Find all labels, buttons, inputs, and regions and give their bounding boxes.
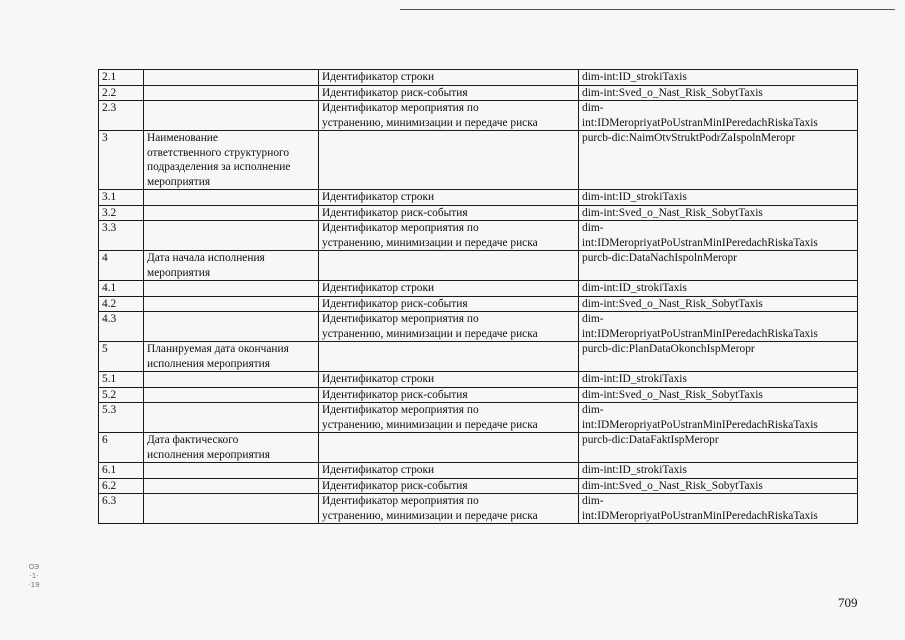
row-number-cell: 3.2 [99, 205, 144, 221]
row-description-cell: Идентификатор строки [319, 372, 579, 388]
row-name-cell [144, 190, 319, 206]
row-code-cell: dim-int:Sved_o_Nast_Risk_SobytTaxis [579, 478, 858, 494]
row-name-cell [144, 221, 319, 251]
row-code-cell: purcb-dic:PlanDataOkonchIspMeropr [579, 342, 858, 372]
row-name-cell [144, 281, 319, 297]
table-row [99, 312, 858, 342]
row-code-cell: dim-int:Sved_o_Nast_Risk_SobytTaxis [579, 205, 858, 221]
row-code-cell: dim-int:ID_strokiTaxis [579, 463, 858, 479]
row-code-cell: dim-int:ID_strokiTaxis [579, 372, 858, 388]
row-code-cell: dim- int:IDMeropriyatPoUstranMinIPeredachRiskaTaxis [579, 312, 858, 342]
page-number: 709 [838, 595, 858, 610]
table-row [99, 494, 858, 524]
row-code-cell: dim- int:IDMeropriyatPoUstranMinIPeredachRiskaTaxis [579, 221, 858, 251]
row-description-cell: Идентификатор риск-события [319, 85, 579, 101]
row-number-cell: 5.1 [99, 372, 144, 388]
row-code-cell: dim- int:IDMeropriyatPoUstranMinIPeredachRiskaTaxis [579, 101, 858, 131]
row-description-cell: Идентификатор мероприятия по устранению, минимизации и передаче риска [319, 403, 579, 433]
row-name-cell [144, 494, 319, 524]
row-description-cell: Идентификатор строки [319, 190, 579, 206]
table-body [99, 70, 858, 524]
row-code-cell: dim-int:ID_strokiTaxis [579, 70, 858, 86]
row-code-cell: purcb-dic:DataNachIspolnMeropr [579, 251, 858, 281]
row-name-cell [144, 85, 319, 101]
table-row [99, 205, 858, 221]
row-name-cell: Дата фактического исполнения мероприятия [144, 433, 319, 463]
row-number-cell: 5 [99, 342, 144, 372]
table-row [99, 131, 858, 190]
row-code-cell: purcb-dic:NaimOtvStruktPodrZaIspolnMeropr [579, 131, 858, 190]
row-code-cell: dim- int:IDMeropriyatPoUstranMinIPeredachRiskaTaxis [579, 403, 858, 433]
row-name-cell: Наименование ответственного структурного подразделения за исполнение мероприятия [144, 131, 319, 190]
row-code-cell: dim-int:Sved_o_Nast_Risk_SobytTaxis [579, 387, 858, 403]
row-description-cell: Идентификатор мероприятия по устранению, минимизации и передаче риска [319, 312, 579, 342]
row-code-cell: dim- int:IDMeropriyatPoUstranMinIPeredachRiskaTaxis [579, 494, 858, 524]
row-number-cell: 6.1 [99, 463, 144, 479]
row-number-cell: 3 [99, 131, 144, 190]
row-description-cell [319, 131, 579, 190]
row-number-cell: 6 [99, 433, 144, 463]
row-description-cell [319, 251, 579, 281]
table-row [99, 342, 858, 372]
row-code-cell: dim-int:ID_strokiTaxis [579, 190, 858, 206]
row-number-cell: 5.3 [99, 403, 144, 433]
row-name-cell [144, 387, 319, 403]
row-name-cell: Дата начала исполнения мероприятия [144, 251, 319, 281]
row-number-cell: 4.3 [99, 312, 144, 342]
data-table [98, 69, 858, 524]
row-number-cell: 5.2 [99, 387, 144, 403]
table-row [99, 478, 858, 494]
table-row [99, 372, 858, 388]
row-description-cell: Идентификатор строки [319, 70, 579, 86]
row-number-cell: 4 [99, 251, 144, 281]
table-row [99, 85, 858, 101]
row-number-cell: 6.3 [99, 494, 144, 524]
row-description-cell: Идентификатор риск-события [319, 296, 579, 312]
header-rule [400, 9, 895, 10]
row-description-cell [319, 433, 579, 463]
row-description-cell: Идентификатор мероприятия по устранению, минимизации и передаче риска [319, 494, 579, 524]
table-row [99, 296, 858, 312]
row-description-cell: Идентификатор мероприятия по устранению, минимизации и передаче риска [319, 221, 579, 251]
row-number-cell: 3.3 [99, 221, 144, 251]
margin-mark: ОЭ ·1· ·19 [28, 563, 40, 589]
table-row [99, 387, 858, 403]
table-row [99, 463, 858, 479]
row-name-cell [144, 70, 319, 86]
row-description-cell: Идентификатор риск-события [319, 205, 579, 221]
table-row [99, 221, 858, 251]
row-name-cell [144, 372, 319, 388]
row-number-cell: 6.2 [99, 478, 144, 494]
table-row [99, 70, 858, 86]
row-name-cell [144, 403, 319, 433]
table-row [99, 281, 858, 297]
row-number-cell: 2.3 [99, 101, 144, 131]
row-description-cell: Идентификатор мероприятия по устранению, минимизации и передаче риска [319, 101, 579, 131]
row-description-cell: Идентификатор риск-события [319, 387, 579, 403]
row-code-cell: dim-int:Sved_o_Nast_Risk_SobytTaxis [579, 296, 858, 312]
row-name-cell [144, 296, 319, 312]
row-number-cell: 4.2 [99, 296, 144, 312]
row-number-cell: 2.1 [99, 70, 144, 86]
table-row [99, 251, 858, 281]
row-name-cell [144, 205, 319, 221]
row-code-cell: dim-int:ID_strokiTaxis [579, 281, 858, 297]
row-name-cell [144, 463, 319, 479]
table-row [99, 190, 858, 206]
row-name-cell: Планируемая дата окончания исполнения мероприятия [144, 342, 319, 372]
row-name-cell [144, 312, 319, 342]
row-code-cell: dim-int:Sved_o_Nast_Risk_SobytTaxis [579, 85, 858, 101]
row-code-cell: purcb-dic:DataFaktIspMeropr [579, 433, 858, 463]
row-number-cell: 3.1 [99, 190, 144, 206]
table-row [99, 433, 858, 463]
row-description-cell: Идентификатор строки [319, 281, 579, 297]
table-row [99, 403, 858, 433]
row-number-cell: 2.2 [99, 85, 144, 101]
row-description-cell: Идентификатор строки [319, 463, 579, 479]
row-number-cell: 4.1 [99, 281, 144, 297]
table-row [99, 101, 858, 131]
row-description-cell [319, 342, 579, 372]
row-description-cell: Идентификатор риск-события [319, 478, 579, 494]
row-name-cell [144, 101, 319, 131]
row-name-cell [144, 478, 319, 494]
